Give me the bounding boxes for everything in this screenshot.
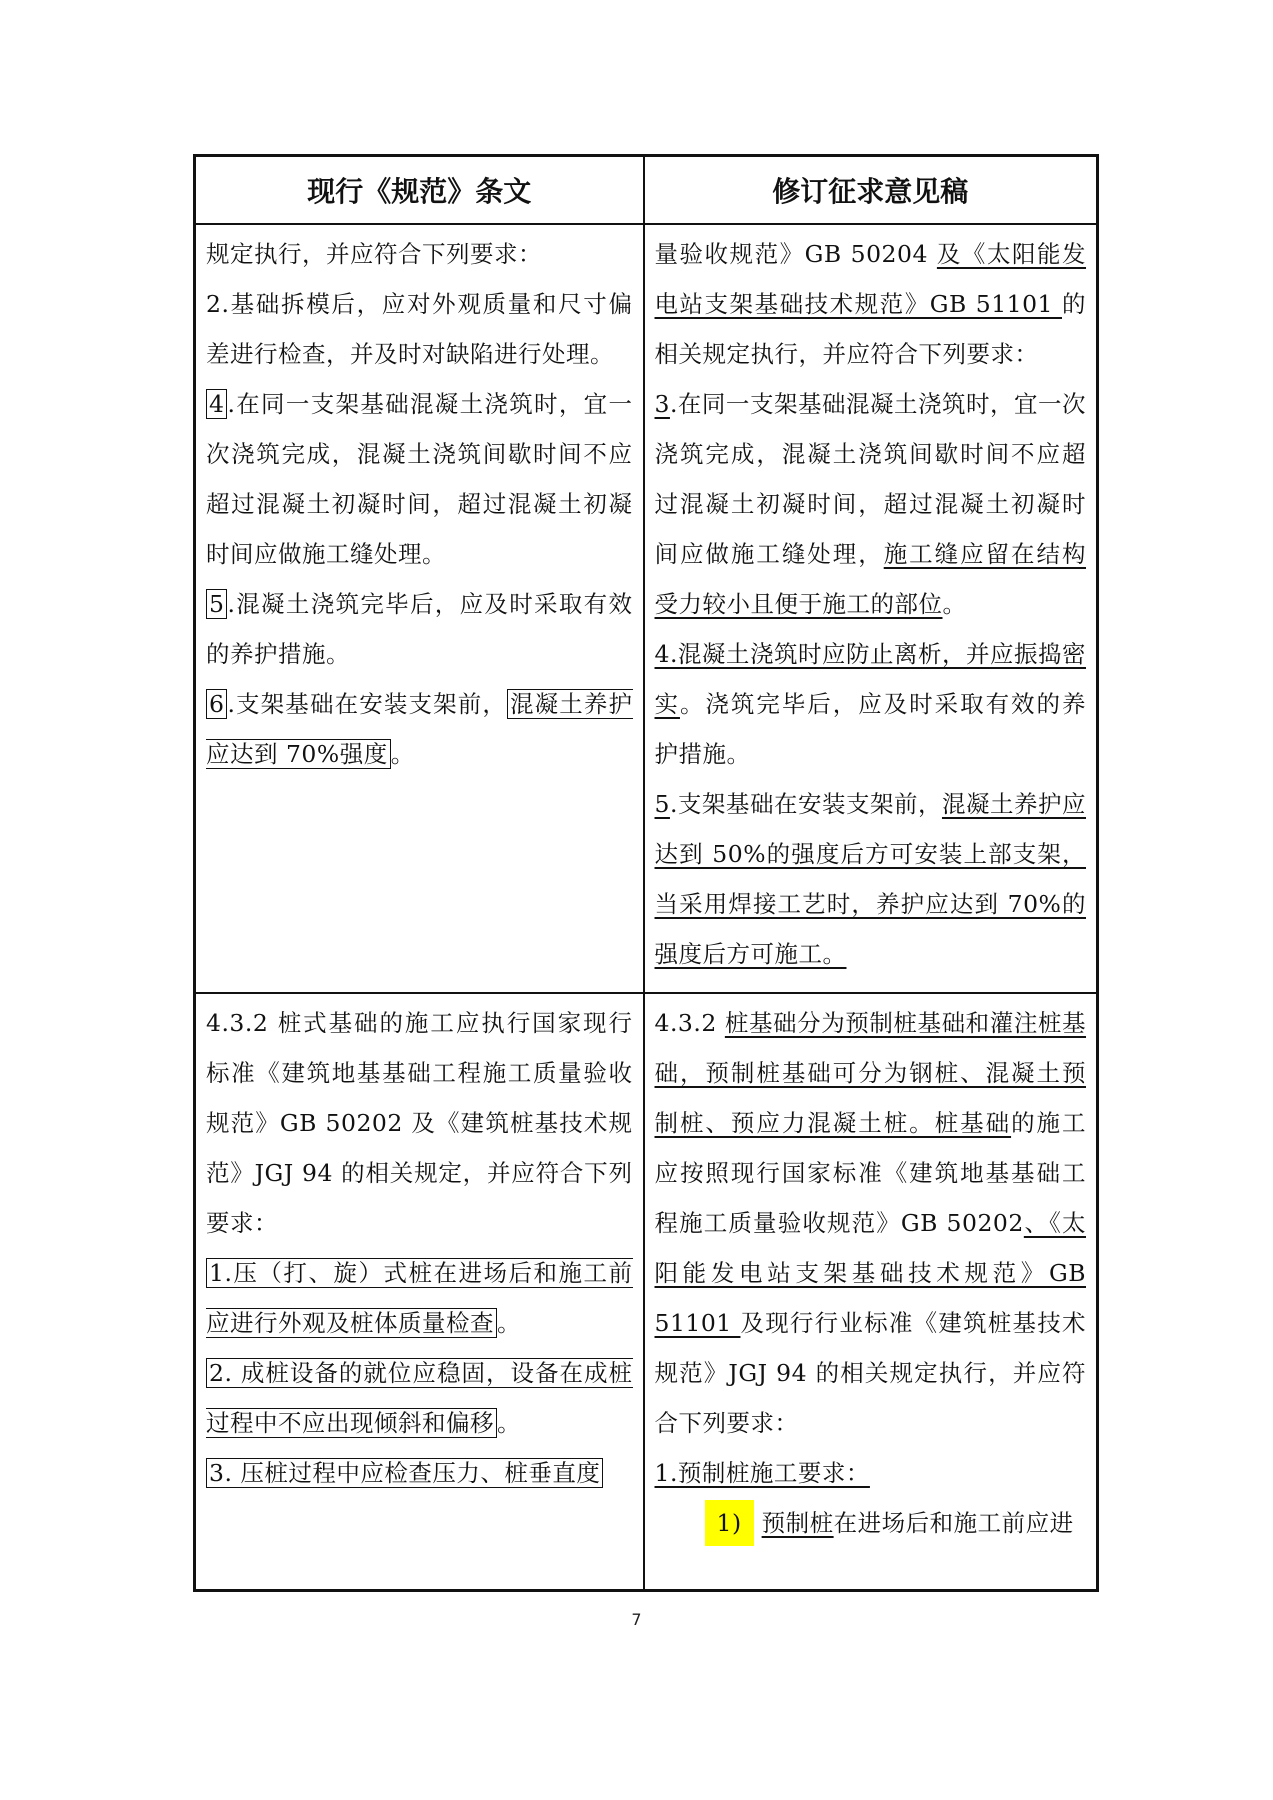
text: 的施工应按照现行国家标准《建筑地基基础工程施工质量验收规范》GB 50202 xyxy=(654,1109,1086,1237)
text: 在进场后和施工前应进 xyxy=(833,1509,1074,1537)
paragraph: 2.基础拆模后，应对外观质量和尺寸偏差进行检查，并及时对缺陷进行处理。 xyxy=(206,290,633,368)
text: 及现行行业标准《建筑桩基技术规范》JGJ 94 的相关规定执行，并应符合下列要求： xyxy=(654,1309,1087,1437)
page-number: 7 xyxy=(631,1610,642,1629)
paragraph xyxy=(655,229,1087,379)
text: 。 xyxy=(942,590,967,618)
item-number: 3 xyxy=(654,390,670,418)
item-number-box: 5 xyxy=(206,589,227,619)
boxed-text: 2. 成桩设备的就位应稳固，设备在成桩过程中不应出现倾斜和偏移 xyxy=(206,1359,633,1437)
text: 量验收规范》GB 50204 xyxy=(654,240,937,268)
paragraph: 规定执行，并应符合下列要求： xyxy=(206,240,542,268)
underlined-text: 1.预制桩施工要求： xyxy=(654,1459,870,1487)
cell-current-2 xyxy=(195,993,644,1591)
boxed-text: 1.压（打、旋）式桩在进场后和施工前应进行外观及桩体质量检查 xyxy=(206,1259,633,1337)
paragraph xyxy=(206,379,633,579)
underlined-text: 混凝土养护应达到 50%的强度后方可安装上部支架，当采用焊接工艺时，养护应达到 70%的强度后方可施工。 xyxy=(654,790,1086,968)
underlined-text: 桩基础分为预制桩基础和灌注桩基础，预制桩基础可分为钢桩、混凝土预制桩、预应力混凝土桩。桩基础 xyxy=(654,1009,1087,1137)
header-current-clause: 现行《规范》条文 xyxy=(195,156,644,225)
text: 的相关规定执行，并应符合下列要求： xyxy=(654,290,1086,368)
underlined-text: 预制桩 xyxy=(761,1509,834,1537)
header-revision-draft: 修订征求意见稿 xyxy=(644,156,1098,225)
paragraph xyxy=(655,379,1087,629)
text: 。 xyxy=(497,1309,521,1337)
paragraph xyxy=(655,779,1087,979)
text: .在同一支架基础混凝土浇筑时，宜一次浇筑完成，混凝土浇筑间歇时间不应超过混凝土初凝时间，超过混凝土初凝时间应做施工缝处理。 xyxy=(206,390,633,568)
paragraph: 4.3.2 桩式基础的施工应执行国家现行标准《建筑地基基础工程施工质量验收规范》GB 50202 及《建筑桩基技术规范》JGJ 94 的相关规定，并应符合下列要求： xyxy=(206,1009,633,1237)
paragraph xyxy=(655,1448,1087,1498)
paragraph xyxy=(655,629,1087,779)
table-header-row xyxy=(195,156,1098,225)
text: .在同一支架基础混凝土浇筑时，宜一次浇筑完成，混凝土浇筑间歇时间不应超过混凝土初凝时间，超过混凝土初凝时间应做施工缝处理， xyxy=(654,390,1086,568)
paragraph xyxy=(206,1448,633,1498)
underlined-text: 施工缝应留在结构受力较小且便于施工的部位 xyxy=(654,540,1086,618)
text: .混凝土浇筑完毕后，应及时采取有效的养护措施。 xyxy=(206,590,633,668)
underlined-text: 、《太阳能发电站支架基础技术规范》GB 51101 xyxy=(654,1209,1086,1337)
paragraph xyxy=(655,998,1087,1448)
item-number-box: 4 xyxy=(206,389,227,419)
table-row xyxy=(195,993,1098,1591)
table-row xyxy=(195,224,1098,993)
text: 。 xyxy=(497,1409,521,1437)
paragraph xyxy=(655,1498,1087,1548)
item-number-box: 6 xyxy=(206,689,227,719)
underlined-text: 4.混凝土浇筑时应防止离析，并应振捣密实 xyxy=(654,640,1086,718)
boxed-text: 3. 压桩过程中应检查压力、桩垂直度 xyxy=(206,1458,603,1488)
underlined-text: 及《太阳能发电站支架基础技术规范》GB 51101 xyxy=(654,240,1087,318)
boxed-text: 混凝土养护应达到 70%强度 xyxy=(206,690,633,768)
comparison-table xyxy=(193,154,1099,1592)
text: .支架基础在安装支架前， xyxy=(669,790,942,818)
paragraph xyxy=(206,679,633,779)
highlighted-item-number: 1) xyxy=(705,1500,754,1546)
text: 4.3.2 xyxy=(654,1009,725,1037)
item-number: 5 xyxy=(654,790,670,818)
cell-revision-2 xyxy=(644,993,1098,1591)
text: 。 xyxy=(390,740,415,768)
text: 。浇筑完毕后，应及时采取有效的养护措施。 xyxy=(654,690,1086,768)
text: .支架基础在安装支架前， xyxy=(227,690,507,718)
cell-current-1 xyxy=(195,224,644,993)
cell-revision-1 xyxy=(644,224,1098,993)
paragraph xyxy=(206,579,633,679)
paragraph xyxy=(206,1248,633,1348)
paragraph xyxy=(206,1348,633,1448)
